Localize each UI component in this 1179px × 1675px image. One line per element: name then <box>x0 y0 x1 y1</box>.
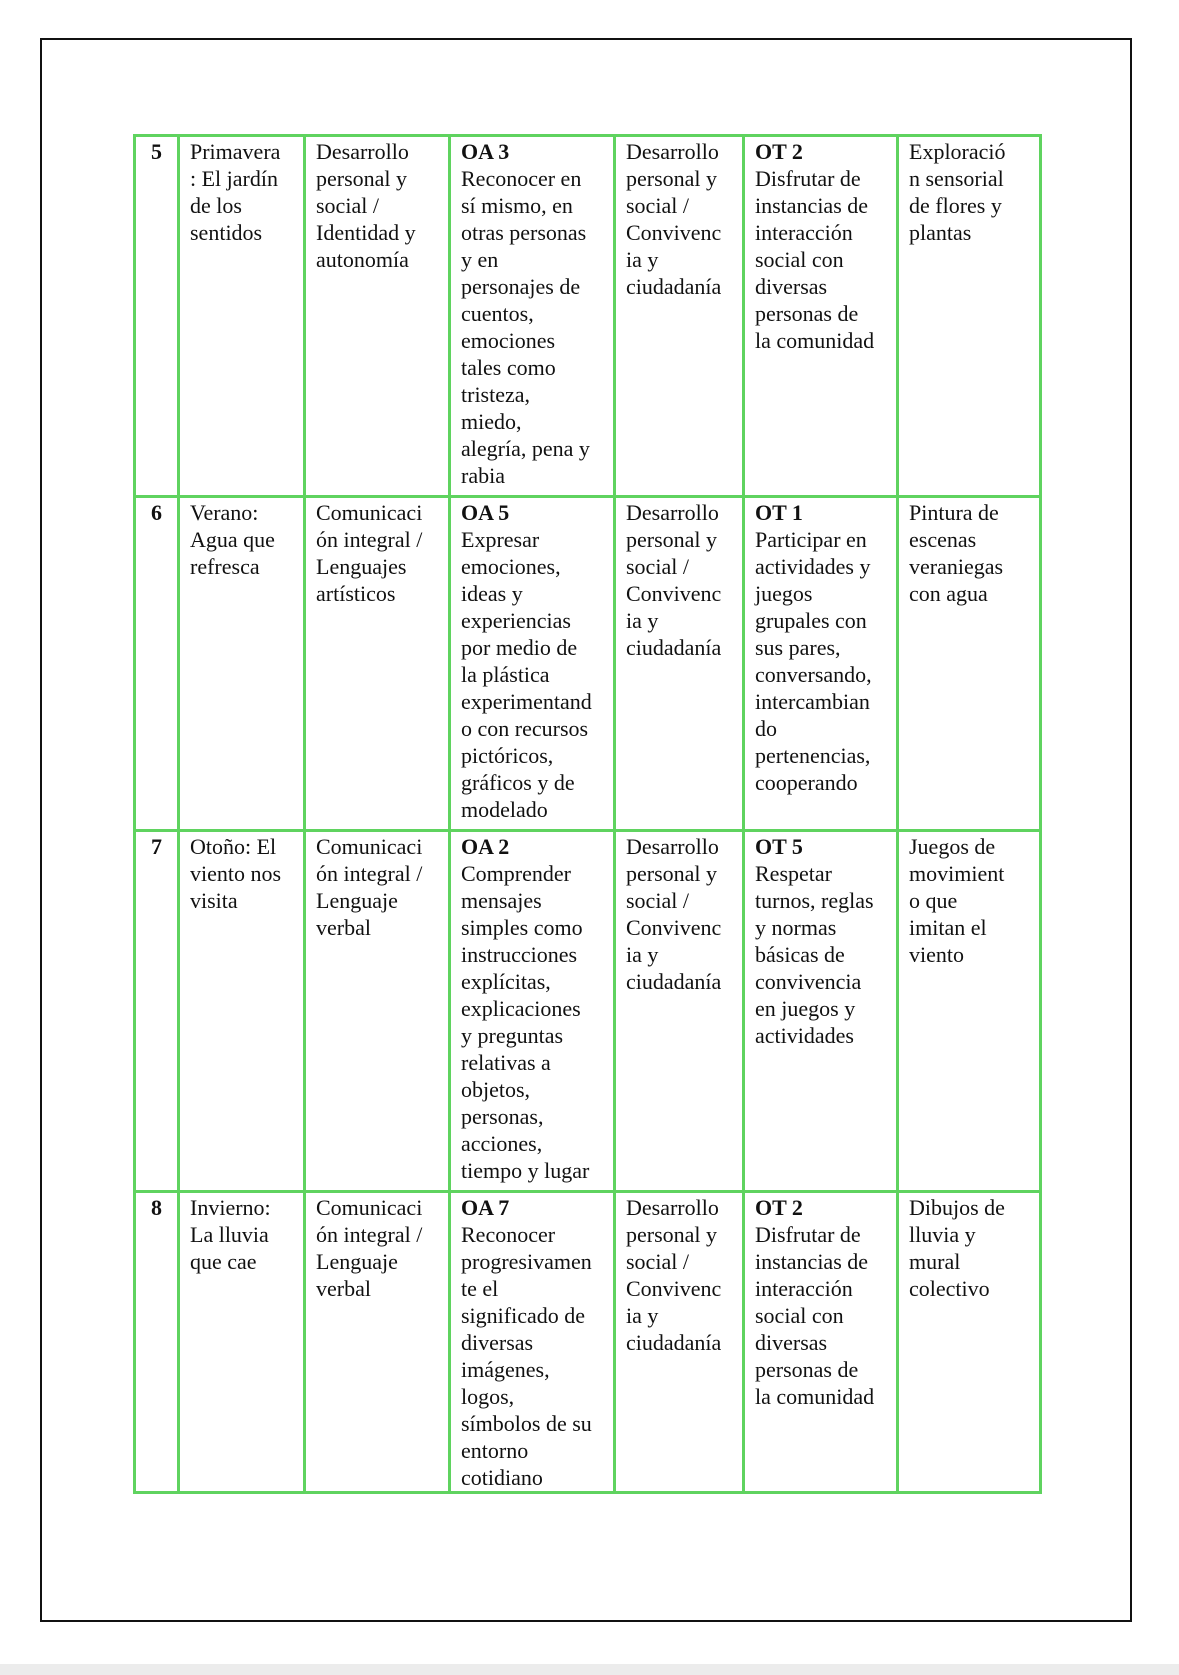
transversal-objective-cell <box>744 831 898 1192</box>
activity-text: Dibujos de lluvia y mural colectivo <box>909 1195 1005 1301</box>
oa-text: Reconocer en sí mismo, en otras personas y en personajes de cuentos, emociones tales como tristeza, miedo, alegría, pena y rabia <box>461 166 590 488</box>
transversal-nucleus-cell <box>615 1192 744 1493</box>
nucleus-text: Comunicaci ón integral / Lenguajes artísticos <box>316 500 423 606</box>
theme-text: Primavera : El jardín de los sentidos <box>190 139 281 245</box>
transversal-nucleus-cell <box>615 497 744 831</box>
activity-cell <box>898 497 1041 831</box>
nucleus-text: Comunicaci ón integral / Lenguaje verbal <box>316 1195 423 1301</box>
ot-text: Disfrutar de instancias de interacción social con diversas personas de la comunidad <box>755 166 875 353</box>
table-row <box>135 831 1041 1192</box>
activity-cell <box>898 1192 1041 1493</box>
oa-code: OA 5 <box>461 500 510 525</box>
theme-cell <box>179 1192 305 1493</box>
theme-cell <box>179 831 305 1192</box>
theme-text: Invierno: La lluvia que cae <box>190 1195 271 1274</box>
oa-code: OA 2 <box>461 834 510 859</box>
ot-code: OT 2 <box>755 1195 803 1220</box>
nucleus-cell <box>305 136 450 497</box>
ot-text: Disfrutar de instancias de interacción social con diversas personas de la comunidad <box>755 1222 875 1409</box>
activity-text: Juegos de movimient o que imitan el viento <box>909 834 1005 967</box>
viewer-bottom-strip <box>0 1664 1179 1675</box>
oa-text: Comprender mensajes simples como instrucciones explícitas, explicaciones y preguntas relativas a objetos, personas, acciones, tiempo y lugar <box>461 861 590 1183</box>
oa-code: OA 7 <box>461 1195 510 1220</box>
row-number: 5 <box>135 136 179 497</box>
theme-cell <box>179 497 305 831</box>
nucleus-cell <box>305 497 450 831</box>
row-number: 7 <box>135 831 179 1192</box>
transversal-nucleus-cell <box>615 136 744 497</box>
row-number: 8 <box>135 1192 179 1493</box>
learning-objective-cell <box>450 497 615 831</box>
activity-text: Pintura de escenas veraniegas con agua <box>909 500 1004 606</box>
transversal-objective-cell <box>744 1192 898 1493</box>
oa-text: Expresar emociones, ideas y experiencias por medio de la plástica experimentand o con recursos pictóricos, gráficos y de modelado <box>461 527 592 822</box>
ot-text: Respetar turnos, reglas y normas básicas de convivencia en juegos y actividades <box>755 861 874 1048</box>
ot-code: OT 2 <box>755 139 803 164</box>
learning-objective-cell <box>450 1192 615 1493</box>
transversal-objective-cell <box>744 136 898 497</box>
transversal-nucleus-text: Desarrollo personal y social / Convivenc ia y ciudadanía <box>626 1195 722 1355</box>
activity-cell <box>898 831 1041 1192</box>
learning-objective-cell <box>450 831 615 1192</box>
nucleus-cell <box>305 831 450 1192</box>
transversal-nucleus-cell <box>615 831 744 1192</box>
activity-cell <box>898 136 1041 497</box>
oa-text: Reconocer progresivamen te el significado de diversas imágenes, logos, símbolos de su entorno cotidiano <box>461 1222 592 1490</box>
ot-code: OT 1 <box>755 500 803 525</box>
nucleus-text: Desarrollo personal y social / Identidad y autonomía <box>316 139 416 272</box>
transversal-nucleus-text: Desarrollo personal y social / Convivenc ia y ciudadanía <box>626 139 722 299</box>
table-row <box>135 1192 1041 1493</box>
transversal-objective-cell <box>744 497 898 831</box>
theme-cell <box>179 136 305 497</box>
row-number: 6 <box>135 497 179 831</box>
activity-text: Exploració n sensorial de flores y plantas <box>909 139 1006 245</box>
nucleus-text: Comunicaci ón integral / Lenguaje verbal <box>316 834 423 940</box>
ot-code: OT 5 <box>755 834 803 859</box>
table-row <box>135 136 1041 497</box>
oa-code: OA 3 <box>461 139 510 164</box>
theme-text: Otoño: El viento nos visita <box>190 834 282 913</box>
transversal-nucleus-text: Desarrollo personal y social / Convivenc ia y ciudadanía <box>626 834 722 994</box>
planning-table <box>133 134 1042 1494</box>
nucleus-cell <box>305 1192 450 1493</box>
learning-objective-cell <box>450 136 615 497</box>
table-row <box>135 497 1041 831</box>
theme-text: Verano: Agua que refresca <box>190 500 275 579</box>
transversal-nucleus-text: Desarrollo personal y social / Convivenc ia y ciudadanía <box>626 500 722 660</box>
ot-text: Participar en actividades y juegos grupales con sus pares, conversando, intercambian do pertenencias, cooperando <box>755 527 872 795</box>
